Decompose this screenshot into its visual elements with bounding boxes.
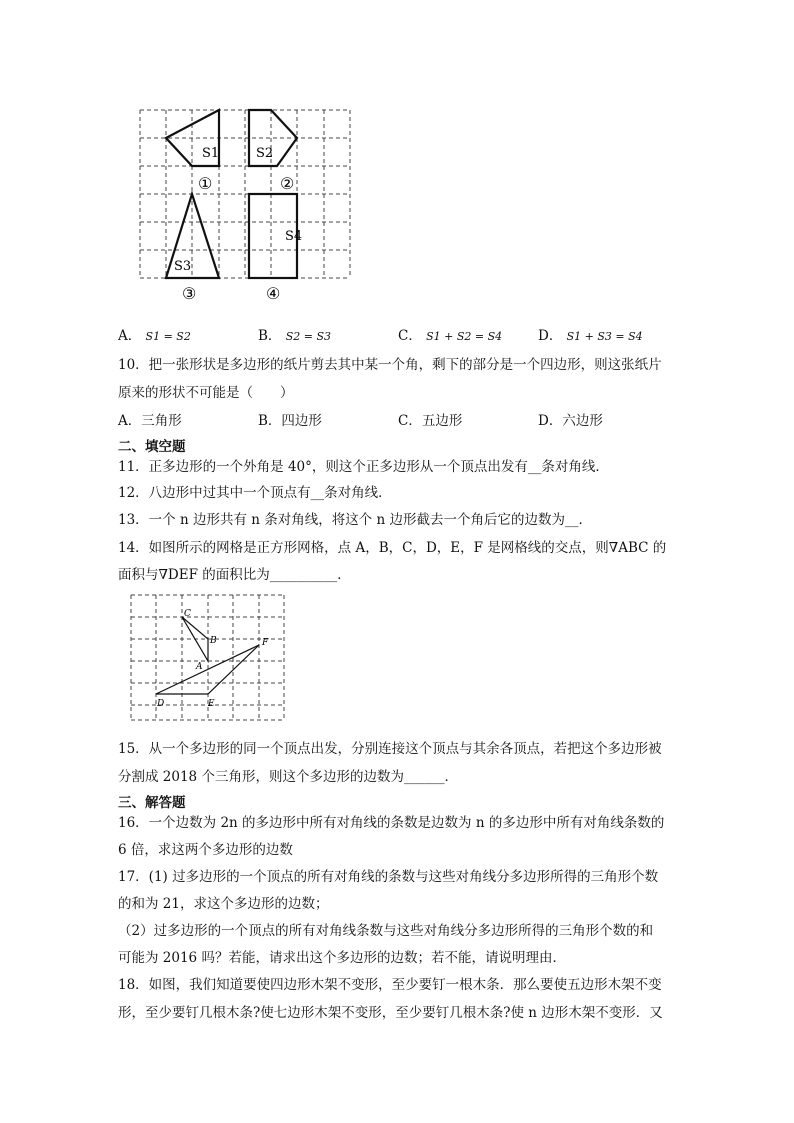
label-s2: S2	[256, 146, 274, 161]
q17-line2: 的和为 21，求这个多边形的边数；	[118, 896, 329, 912]
point-b: B	[210, 636, 217, 646]
point-a: A	[196, 662, 203, 672]
q9-option-d: D． S1 + S3 = S4	[538, 328, 643, 344]
q12: 12．八边形中过其中一个顶点有__条对角线．	[118, 485, 392, 501]
q11: 11．正多边形的一个外角是 40°，则这个正多边形从一个顶点出发有__条对角线．	[118, 459, 609, 475]
circled-2: ②	[280, 174, 295, 193]
q15-line2: 分割成 2018 个三角形，则这个多边形的边数为______．	[118, 769, 458, 785]
q16-line2: 6 倍，求这两个多边形的边数	[118, 842, 293, 858]
q10-option-d: D．六边形	[538, 413, 603, 429]
point-d: D	[157, 699, 165, 709]
q9-option-a: A． S1 = S2	[118, 328, 191, 344]
q10-line1: 10．把一张形状是多边形的纸片剪去其中某一个角，剩下的部分是一个四边形，则这张纸片	[118, 357, 662, 373]
label-s3: S3	[174, 259, 192, 274]
q16-line1: 16．一个边数为 2n 的多边形中所有对角线的条数是边数为 n 的多边形中所有对角线条数的	[118, 815, 665, 831]
circled-3: ③	[182, 284, 197, 303]
q17-line4: 可能为 2016 吗？若能，请求出这个多边形的边数；若不能，请说明理由．	[118, 950, 566, 966]
q18-line2: 形，至少要钉几根木条?使七边形木架不变形，至少要钉几根木条?使 n 边形木架不变形．又	[118, 1005, 663, 1021]
section-fill-in: 二、填空题	[118, 439, 186, 455]
q15-line1: 15．从一个多边形的同一个顶点出发，分别连接这个顶点与其余各顶点，若把这个多边形被	[118, 741, 662, 757]
q18-line1: 18．如图，我们知道要使四边形木架不变形，至少要钉一根木条．那么要使五边形木架不变	[118, 977, 662, 993]
point-e: E	[208, 699, 215, 709]
circled-1: ①	[198, 174, 213, 193]
q9-option-c: C． S1 + S2 = S4	[398, 328, 503, 344]
label-s4: S4	[285, 229, 303, 244]
q10-option-b: B．四边形	[258, 413, 322, 429]
q9-option-b: B． S2 = S3	[258, 328, 331, 344]
section-answer: 三、解答题	[118, 795, 186, 811]
q10-option-a: A．三角形	[118, 413, 182, 429]
q14-line2: 面积与∇DEF 的面积比为__________．	[118, 567, 351, 583]
label-s1: S1	[202, 146, 220, 161]
circled-4: ④	[266, 284, 281, 303]
q10-line2: 原来的形状不可能是（ ）	[118, 385, 294, 401]
figure-grid-shapes	[130, 100, 360, 305]
q17-line3: （2）过多边形的一个顶点的所有对角线条数与这些对角线分多边形所得的三角形个数的和	[118, 923, 654, 939]
q13: 13．一个 n 边形共有 n 条对角线，将这个 n 边形截去一个角后它的边数为__．	[118, 512, 593, 528]
point-c: C	[184, 609, 191, 619]
point-f: F	[262, 638, 269, 648]
q10-option-c: C．五边形	[398, 413, 463, 429]
figure-grid-triangles	[126, 590, 291, 725]
q17-line1: 17．(1) 过多边形的一个顶点的所有对角线的条数与这些对角线分多边形所得的三角形个数	[118, 869, 659, 885]
q14-line1: 14．如图所示的网格是正方形网格，点 A，B，C，D，E，F 是网格线的交点，则∇ABC 的	[118, 540, 667, 556]
